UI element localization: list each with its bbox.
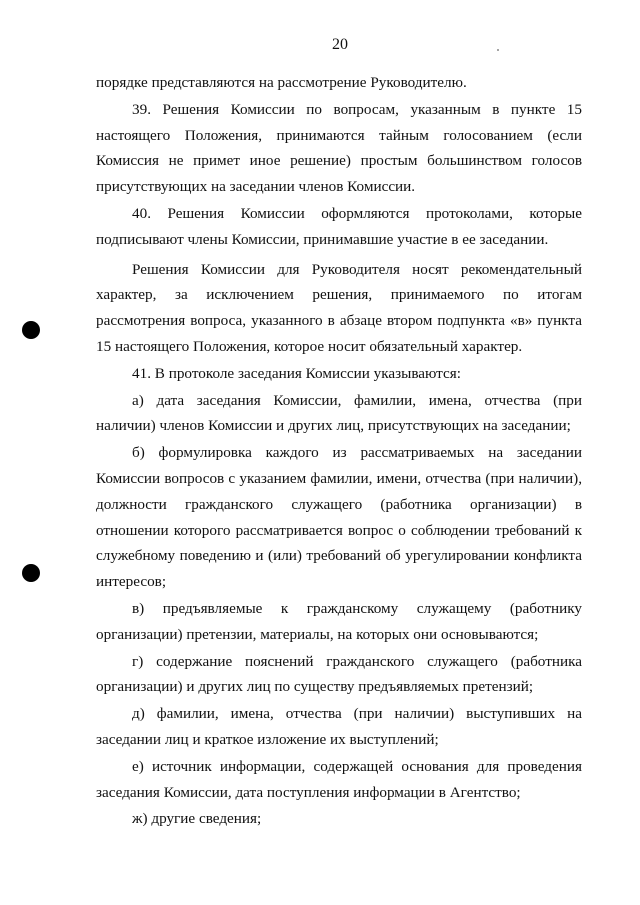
subitem-v: в) предъявляемые к гражданскому служащему (работнику организации) претензии, материалы, на которых они основываются; — [96, 599, 582, 643]
subitem-g: г) содержание пояснений гражданского служащего (работника организации) и других лиц по существу предъявляемых претензий; — [96, 652, 582, 696]
subitem-d: д) фамилии, имена, отчества (при наличии) выступивших на заседании лиц и краткое изложение их выступлений; — [96, 705, 582, 748]
binder-hole-mark — [22, 564, 40, 582]
paragraph-recommendation: Решения Комиссии для Руководителя носят рекомендательный характер, за исключением решения, принимаемого по итогам рассмотрения вопроса, указанного в абзаце втором подпункта «в» пункта 15 настоящего Положения, которое носит обязательный характер. — [96, 260, 582, 355]
subitem-b: б) формулировка каждого из рассматриваемых на заседании Комиссии вопросов с указанием фамилии, имени, отчества (при наличии), должности гражданского служащего (работника организации) в отношении которого рассматривается вопрос о соблюдении требований к служебному поведению и (или) требований об урегулировании конфликта интересов; — [96, 444, 582, 591]
paragraph-item-39: 39. Решения Комиссии по вопросам, указанным в пункте 15 настоящего Положения, принимаются тайным голосованием (если Комиссия не примет иное решение) простым большинством голосов присутствующих на заседании членов Комиссии. — [96, 100, 582, 196]
document-body — [96, 70, 582, 832]
paragraph-item-41: 41. В протоколе заседания Комиссии указываются: — [132, 364, 461, 382]
page-number: 20 — [332, 36, 348, 53]
binder-hole-mark — [22, 321, 40, 339]
subitem-a: а) дата заседания Комиссии, фамилии, имена, отчества (при наличии) членов Комиссии и других лиц, присутствующих на заседании; — [96, 391, 582, 435]
scan-speck — [497, 49, 499, 51]
paragraph-item-40: 40. Решения Комиссии оформляются протоколами, которые подписывают члены Комиссии, принимавшие участие в ее заседании. — [96, 204, 582, 248]
subitem-zh: ж) другие сведения; — [132, 810, 262, 828]
subitem-e: е) источник информации, содержащей основания для проведения заседания Комиссии, дата поступления информации в Агентство; — [96, 757, 582, 801]
paragraph-continuation: порядке представляются на рассмотрение Руководителю. — [96, 74, 467, 91]
